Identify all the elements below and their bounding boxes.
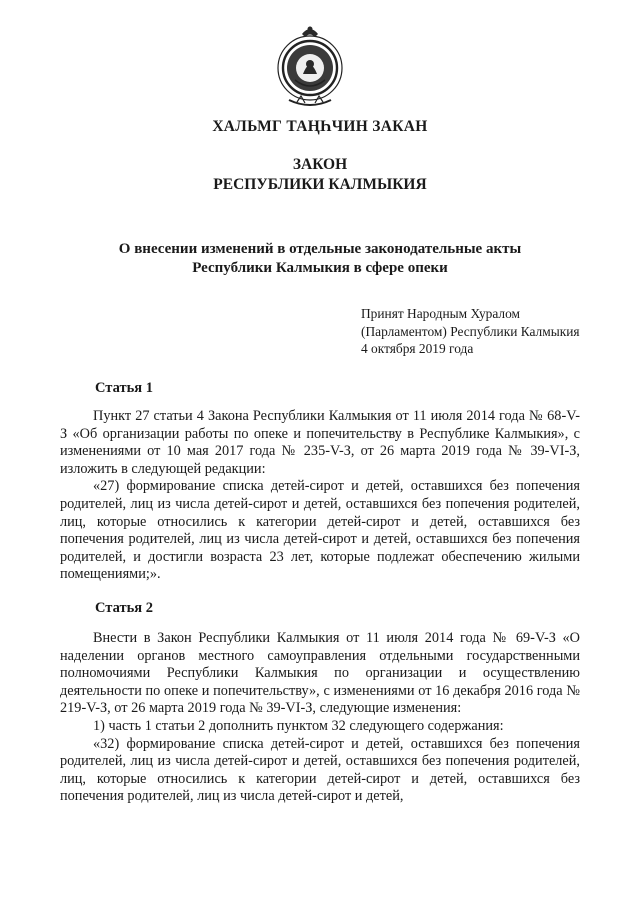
law-title — [0, 240, 640, 278]
law-heading-line2: РЕСПУБЛИКИ КАЛМЫКИЯ — [213, 176, 427, 193]
law-heading — [0, 155, 640, 195]
adoption-line2: (Парламентом) Республики Калмыкия — [361, 323, 580, 339]
law-title-line1: О внесении изменений в отдельные законодательные акты — [118, 241, 522, 257]
adoption-block — [361, 305, 580, 358]
article1-body — [60, 408, 580, 584]
article1-heading: Статья 1 — [95, 380, 153, 396]
article1-paragraph: Пункт 27 статьи 4 Закона Республики Калмыкия от 11 июля 2014 года № 68-V-З «Об организации работы по опеке и попечительству в Республике Калмыкия», с изменениями от 10 мая 2017 года № 235-V-З, от 26 марта 2019 года № 39-VI-З, изложить в следующей редакции: — [60, 408, 580, 477]
article2-paragraph: «32) формирование списка детей-сирот и детей, оставшихся без попечения родителей, лиц из числа детей-сирот и детей, оставшихся без попечения родителей, лиц, которые относились к категории детей-сирот и детей, оставшихся без попечения родителей, лиц из числа детей-сирот и детей, — [60, 735, 580, 805]
article2-heading: Статья 2 — [95, 600, 153, 616]
kalmyk-law-title: ХАЛЬМГ ТАҢҺЧИН ЗАКАН — [212, 118, 428, 135]
law-title-line2: Республики Калмыкия в сфере опеки — [192, 260, 448, 276]
article2-paragraph: Внести в Закон Республики Калмыкия от 11 июля 2014 года № 69-V-З «О наделении органов местного самоуправления отдельными государственными полномочиями Республики Калмыкия по организации и осуществлению деятельности по опеке и попечительству», с изменениями от 16 декабря 2016 года № 219-V-З, от 26 марта 2019 года № 39-VI-З, следующие изменения: — [60, 630, 580, 717]
article2-body — [60, 630, 580, 806]
article1-paragraph: «27) формирование списка детей-сирот и детей, оставшихся без попечения родителей, лиц из числа детей-сирот и детей, оставшихся без попечения родителей, лиц, которые относились к категории детей-сирот и детей, оставшихся без попечения родителей, лиц из числа детей-сирот и детей, оставшихся без попечения родителей, и достигли возраста 23 лет, которые подлежат обеспечению жилыми помещениями;». — [60, 478, 580, 583]
adoption-date: 4 октября 2019 года — [361, 341, 474, 356]
law-heading-line1: ЗАКОН — [292, 156, 348, 173]
article2-paragraph: 1) часть 1 статьи 2 дополнить пунктом 32 следующего содержания: — [93, 717, 504, 734]
adoption-line1: Принят Народным Хуралом — [361, 306, 521, 321]
kalmykia-emblem-icon — [275, 20, 345, 112]
